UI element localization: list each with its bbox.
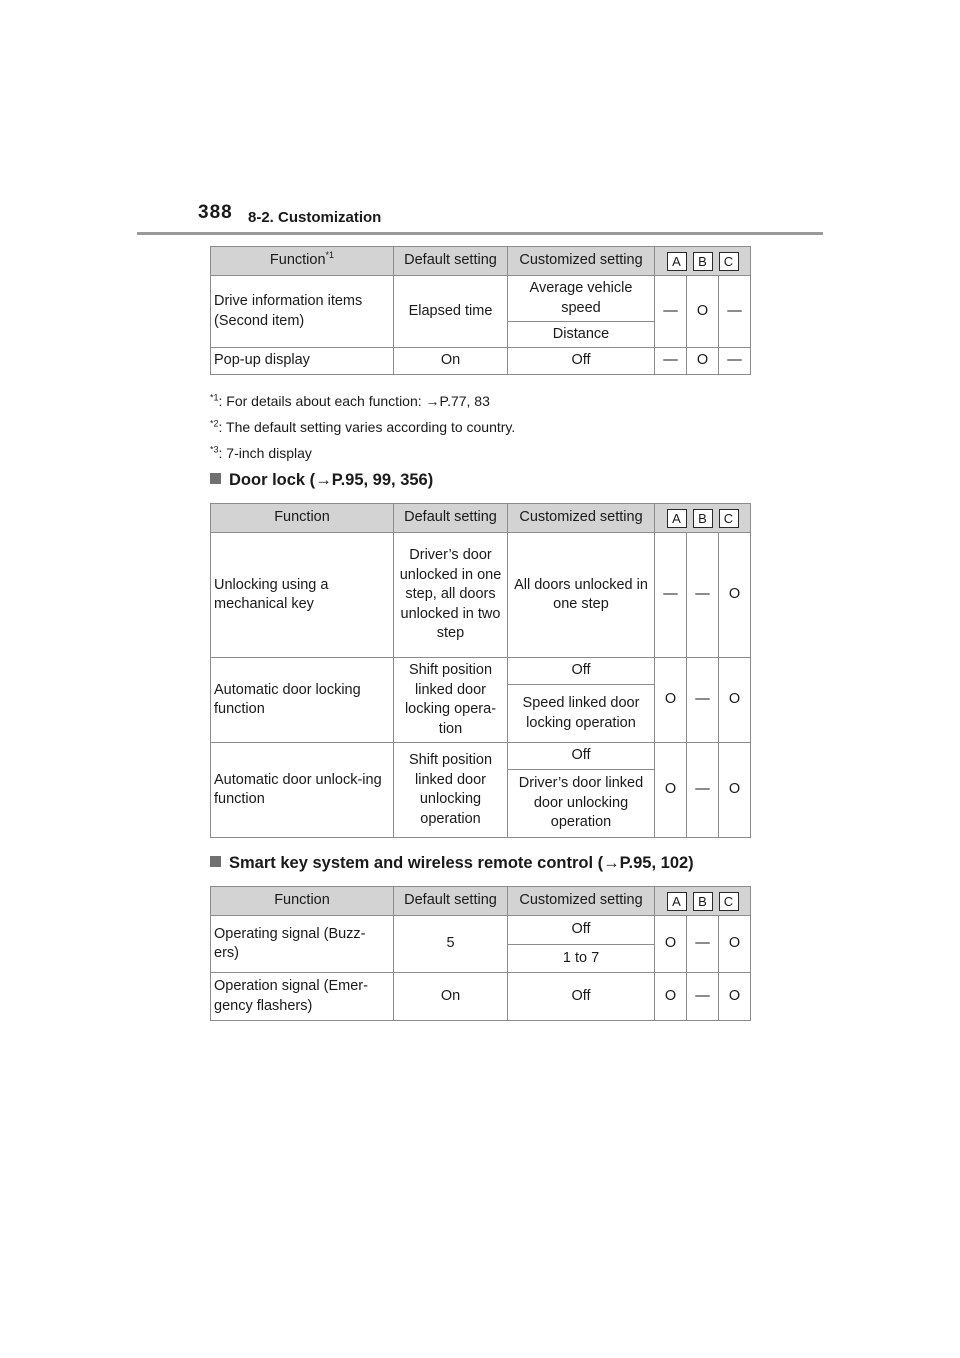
col-header-function: Function	[211, 504, 394, 533]
cell-c: O	[719, 973, 751, 1021]
col-header-customized: Customized setting	[508, 887, 655, 916]
cell-a: —	[655, 276, 687, 348]
footnote-1: $^{*1}$: For details about each function: →P.77, 83	[210, 392, 490, 409]
cell-default: On	[394, 973, 508, 1021]
table-row	[211, 658, 751, 685]
label-b: B	[693, 509, 713, 528]
section-title: 8-2. Customization	[248, 209, 382, 226]
header-rule	[137, 232, 823, 235]
cell-default: On	[394, 348, 508, 375]
table-header-row	[211, 887, 751, 916]
cell-b: —	[687, 533, 719, 658]
col-header-function: Function	[211, 887, 394, 916]
cell-a: O	[655, 658, 687, 743]
cell-custom: Off	[508, 916, 655, 945]
label-b: B	[693, 892, 713, 911]
footnote-2: $^{*2}$: The default setting varies according to country.	[210, 418, 516, 435]
cell-b: O	[687, 276, 719, 348]
col-header-function: Function$^{*1}$	[211, 247, 394, 276]
page-number: 388	[198, 202, 233, 223]
cell-function: Drive information items (Second item)	[211, 276, 394, 348]
cell-custom: Off	[508, 973, 655, 1021]
cell-custom: All doors unlocked in one step	[508, 533, 655, 658]
col-header-default: Default setting	[394, 247, 508, 276]
cell-b: —	[687, 743, 719, 838]
cell-c: O	[719, 916, 751, 973]
cell-default: 5	[394, 916, 508, 973]
cell-function: Automatic door unlock-ing function	[211, 743, 394, 838]
cell-a: O	[655, 916, 687, 973]
label-c: C	[719, 252, 739, 271]
cell-c: O	[719, 533, 751, 658]
cell-custom: Distance	[508, 322, 655, 348]
table-row	[211, 916, 751, 945]
arrow-right-icon: →	[315, 471, 332, 489]
cell-custom: Average vehicle speed	[508, 276, 655, 322]
door-lock-table	[210, 503, 751, 838]
smart-key-heading: Smart key system and wireless remote control (→P.95, 102)	[210, 854, 694, 873]
cell-b: O	[687, 348, 719, 375]
cell-custom: Off	[508, 743, 655, 770]
col-header-abc	[655, 887, 751, 916]
table-header-row	[211, 504, 751, 533]
label-c: C	[719, 892, 739, 911]
col-header-abc	[655, 504, 751, 533]
table-row	[211, 973, 751, 1021]
cell-custom: 1 to 7	[508, 945, 655, 973]
table-row	[211, 533, 751, 658]
table-row	[211, 348, 751, 375]
cell-b: —	[687, 973, 719, 1021]
cell-default: Shift position linked door unlocking operation	[394, 743, 508, 838]
cell-custom: Off	[508, 348, 655, 375]
table-row	[211, 276, 751, 322]
door-lock-heading: Door lock (→P.95, 99, 356)	[210, 471, 433, 490]
smart-key-table	[210, 886, 751, 1021]
square-bullet-icon	[210, 473, 221, 484]
cell-a: O	[655, 743, 687, 838]
cell-custom: Speed linked door locking operation	[508, 685, 655, 743]
cell-custom: Driver’s door linked door unlocking operation	[508, 770, 655, 838]
cell-b: —	[687, 658, 719, 743]
cell-default: Driver’s door unlocked in one step, all doors unlocked in two step	[394, 533, 508, 658]
cell-c: O	[719, 658, 751, 743]
arrow-right-icon: →	[603, 854, 620, 872]
cell-a: —	[655, 533, 687, 658]
col-header-default: Default setting	[394, 504, 508, 533]
footnote-3: $^{*3}$: 7-inch display	[210, 444, 312, 461]
cell-custom: Off	[508, 658, 655, 685]
col-header-abc	[655, 247, 751, 276]
cell-a: —	[655, 348, 687, 375]
table-row	[211, 743, 751, 770]
col-header-customized: Customized setting	[508, 247, 655, 276]
cell-default: Shift position linked door locking opera-tion	[394, 658, 508, 743]
label-c: C	[719, 509, 739, 528]
label-a: A	[667, 252, 687, 271]
cell-c: —	[719, 276, 751, 348]
cell-a: O	[655, 973, 687, 1021]
cell-function: Unlocking using a mechanical key	[211, 533, 394, 658]
label-a: A	[667, 892, 687, 911]
label-b: B	[693, 252, 713, 271]
cell-b: —	[687, 916, 719, 973]
square-bullet-icon	[210, 856, 221, 867]
display-settings-table	[210, 246, 751, 375]
col-header-default: Default setting	[394, 887, 508, 916]
table-header-row	[211, 247, 751, 276]
label-a: A	[667, 509, 687, 528]
col-header-customized: Customized setting	[508, 504, 655, 533]
cell-c: O	[719, 743, 751, 838]
cell-function: Operating signal (Buzz-ers)	[211, 916, 394, 973]
cell-c: —	[719, 348, 751, 375]
cell-function: Automatic door locking function	[211, 658, 394, 743]
cell-default: Elapsed time	[394, 276, 508, 348]
cell-function: Operation signal (Emer-gency flashers)	[211, 973, 394, 1021]
cell-function: Pop-up display	[211, 348, 394, 375]
